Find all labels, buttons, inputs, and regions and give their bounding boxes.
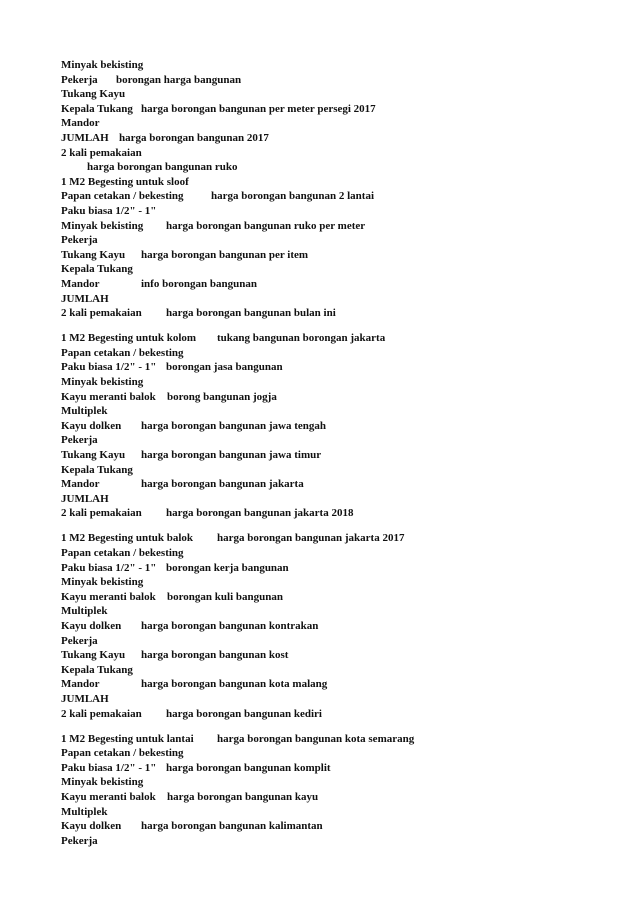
line-keyword-text: harga borongan bangunan kost — [141, 649, 289, 662]
section-spacer — [61, 521, 601, 532]
line-item-text: Kayu meranti balok — [61, 791, 156, 803]
document-line — [61, 477, 601, 492]
line-item-text: Pekerja — [61, 73, 98, 86]
document-line — [61, 648, 601, 663]
line-item-text: Multiplek — [61, 805, 108, 818]
line-item-text: Paku biasa 1/2" - 1" — [61, 561, 157, 574]
line-item-text: Paku biasa 1/2" - 1" — [61, 361, 157, 374]
line-item-text: JUMLAH — [61, 292, 109, 305]
document-line — [61, 233, 601, 248]
line-item-text: Paku biasa 1/2" - 1" — [61, 204, 157, 217]
document-line — [61, 189, 601, 204]
line-keyword-text: harga borongan bangunan jakarta 2018 — [166, 507, 354, 520]
line-keyword-text: harga borongan bangunan per item — [141, 248, 309, 261]
line-item-text: Tukang Kayu — [61, 649, 126, 662]
line-keyword-text: harga borongan bangunan jakarta — [141, 478, 304, 491]
document-line — [61, 131, 601, 146]
line-item-text: 2 kali pemakaian — [61, 146, 142, 159]
section-spacer — [61, 321, 601, 332]
line-item-text: Kepala Tukang — [61, 102, 133, 115]
document-line — [61, 707, 601, 722]
document-line — [61, 805, 601, 820]
line-item-text: 2 kali pemakaian — [61, 307, 142, 320]
line-keyword-text: borongan harga bangunan — [116, 73, 242, 86]
line-keyword-text: borong bangunan jogja — [167, 390, 277, 403]
document-line — [61, 506, 601, 521]
document-line — [61, 433, 601, 448]
line-item-text: Mandor — [61, 117, 100, 130]
line-item-text: Pekerja — [61, 234, 98, 247]
line-item-text: 1 M2 Begesting untuk balok — [61, 532, 194, 545]
document-line — [61, 663, 601, 678]
line-keyword-text: harga borongan bangunan kota semarang — [217, 732, 415, 745]
line-keyword-text: tukang bangunan borongan jakarta — [217, 332, 386, 345]
line-item-text: Papan cetakan / bekesting — [61, 547, 184, 559]
document-line — [61, 160, 601, 175]
document-line — [61, 463, 601, 478]
document-line — [61, 604, 601, 619]
line-keyword-text: harga borongan bangunan jawa tengah — [141, 419, 327, 432]
line-keyword-text: harga borongan bangunan komplit — [166, 761, 331, 774]
line-keyword-text: harga borongan bangunan jawa timur — [141, 448, 322, 461]
document-line — [61, 634, 601, 649]
document-line — [61, 102, 601, 117]
document-line — [61, 448, 601, 463]
line-item-text: Minyak bekisting — [61, 375, 144, 388]
line-item-text: JUMLAH — [61, 131, 109, 144]
line-item-text: JUMLAH — [61, 492, 109, 505]
line-item-text: Pekerja — [61, 834, 98, 847]
document-line — [61, 619, 601, 634]
line-item-text: Kepala Tukang — [61, 463, 133, 476]
document-line — [61, 116, 601, 131]
document-line — [61, 306, 601, 321]
document-line — [61, 204, 601, 219]
document-line — [61, 419, 601, 434]
document-line — [61, 262, 601, 277]
line-item-text: 1 M2 Begesting untuk sloof — [61, 175, 189, 188]
document-line — [61, 561, 601, 576]
line-item-text: Tukang Kayu — [61, 88, 126, 101]
line-keyword-text: borongan kerja bangunan — [166, 561, 289, 574]
line-keyword-text: borongan kuli bangunan — [167, 590, 283, 603]
line-item-text: Kayu dolken — [61, 820, 122, 833]
line-item-text: Mandor — [61, 277, 100, 290]
document-line — [61, 219, 601, 234]
line-item-text: 1 M2 Begesting untuk kolom — [61, 332, 197, 345]
line-item-text: Kayu dolken — [61, 619, 122, 632]
document-line — [61, 531, 601, 546]
line-item-text: Pekerja — [61, 434, 98, 447]
document-line — [61, 375, 601, 390]
document-line — [61, 146, 601, 161]
document-line — [61, 390, 601, 405]
line-keyword-text: harga borongan bangunan kalimantan — [141, 820, 323, 833]
line-item-text: 2 kali pemakaian — [61, 707, 142, 720]
line-keyword-text: harga borongan bangunan kayu — [167, 791, 319, 803]
document-line — [61, 292, 601, 307]
line-keyword-text: harga borongan bangunan kontrakan — [141, 619, 319, 632]
document-line — [61, 590, 601, 605]
document-line — [61, 761, 601, 776]
line-keyword-text: harga borongan bangunan per meter persegi 2017 — [141, 102, 376, 115]
document-body — [61, 58, 601, 848]
document-line — [61, 834, 601, 849]
line-item-text: Kayu dolken — [61, 419, 122, 432]
line-item-text: Multiplek — [61, 405, 108, 418]
line-item-text: Kepala Tukang — [61, 663, 133, 676]
document-line — [61, 87, 601, 102]
document-line — [61, 692, 601, 707]
line-item-text: 2 kali pemakaian — [61, 507, 142, 520]
document-line — [61, 404, 601, 419]
document-line — [61, 248, 601, 263]
document-line — [61, 575, 601, 590]
document-line — [61, 819, 601, 834]
document-line — [61, 277, 601, 292]
document-line — [61, 790, 601, 805]
document-line — [61, 58, 601, 73]
document-line — [61, 746, 601, 761]
section-spacer — [61, 721, 601, 732]
line-item-text: Pekerja — [61, 634, 98, 647]
line-keyword-text: harga borongan bangunan bulan ini — [166, 307, 336, 320]
line-item-text: Kepala Tukang — [61, 263, 133, 276]
line-keyword-text: harga borongan bangunan 2 lantai — [211, 190, 375, 203]
line-keyword-text: info borongan bangunan — [141, 277, 257, 290]
line-item-text: JUMLAH — [61, 692, 109, 705]
line-keyword-text: harga borongan bangunan ruko — [87, 161, 238, 174]
document-line — [61, 73, 601, 88]
line-item-text: Minyak bekisting — [61, 576, 144, 589]
line-item-text: Papan cetakan / bekesting — [61, 190, 184, 203]
document-line — [61, 775, 601, 790]
document-line — [61, 346, 601, 361]
document-line — [61, 331, 601, 346]
line-item-text: Kayu meranti balok — [61, 590, 156, 603]
line-item-text: Papan cetakan / bekesting — [61, 747, 184, 760]
line-item-text: Minyak bekisting — [61, 59, 144, 71]
line-keyword-text: borongan jasa bangunan — [166, 361, 283, 374]
document-line — [61, 492, 601, 507]
line-item-text: Paku biasa 1/2" - 1" — [61, 761, 157, 774]
line-keyword-text: harga borongan bangunan kediri — [166, 707, 322, 720]
line-item-text: 1 M2 Begesting untuk lantai — [61, 732, 194, 745]
line-item-text: Multiplek — [61, 605, 108, 618]
document-line — [61, 546, 601, 561]
line-item-text: Mandor — [61, 678, 100, 691]
line-keyword-text: harga borongan bangunan kota malang — [141, 678, 328, 691]
document-line — [61, 677, 601, 692]
line-item-text: Mandor — [61, 478, 100, 491]
line-item-text: Tukang Kayu — [61, 248, 126, 261]
line-item-text: Papan cetakan / bekesting — [61, 346, 184, 359]
line-item-text: Minyak bekisting — [61, 219, 144, 232]
document-line — [61, 732, 601, 747]
line-item-text: Kayu meranti balok — [61, 390, 156, 403]
document-line — [61, 360, 601, 375]
line-keyword-text: harga borongan bangunan jakarta 2017 — [217, 532, 405, 545]
line-keyword-text: harga borongan bangunan 2017 — [119, 131, 269, 144]
line-item-text: Minyak bekisting — [61, 776, 144, 789]
line-item-text: Tukang Kayu — [61, 448, 126, 461]
line-keyword-text: harga borongan bangunan ruko per meter — [166, 219, 366, 232]
document-line — [61, 175, 601, 190]
